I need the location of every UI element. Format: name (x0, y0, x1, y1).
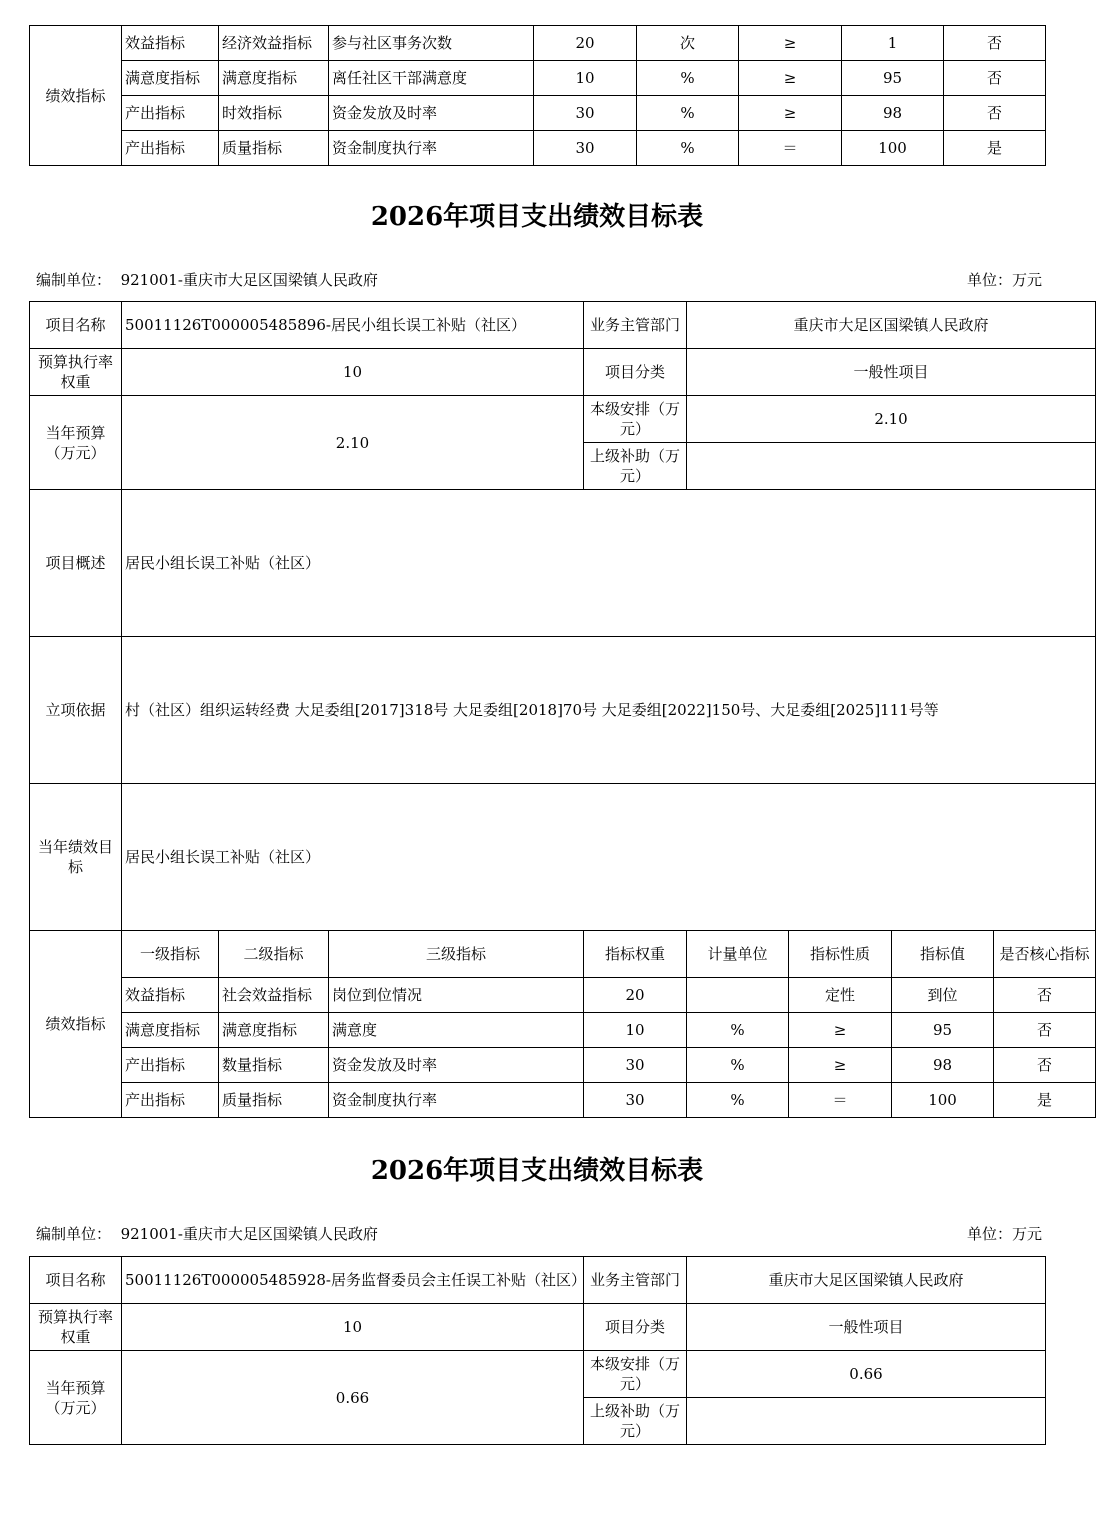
header-cell: 三级指标 (329, 931, 584, 978)
dept-value: 重庆市大足区国梁镇人民政府 (687, 1257, 1046, 1304)
cell: ≥ (789, 1048, 892, 1083)
cell: % (687, 1013, 789, 1048)
cell: 资金发放及时率 (329, 96, 534, 131)
cell: 资金发放及时率 (329, 1048, 584, 1083)
cell: 满意度指标 (122, 61, 219, 96)
cell: 满意度指标 (219, 61, 329, 96)
cell: 时效指标 (219, 96, 329, 131)
cell: 100 (892, 1083, 994, 1118)
category-label: 项目分类 (584, 1304, 687, 1351)
perf-section-label: 绩效指标 (30, 26, 122, 166)
weight-value: 10 (122, 349, 584, 396)
form1-unit-label: 编制单位： (36, 271, 112, 289)
cell: 是 (994, 1083, 1096, 1118)
cell: 否 (994, 1013, 1096, 1048)
cell: 效益指标 (122, 26, 219, 61)
cell: 离任社区干部满意度 (329, 61, 534, 96)
form2-table (29, 1256, 1046, 1445)
category-label: 项目分类 (584, 349, 687, 396)
cell: 95 (842, 61, 944, 96)
cell: 经济效益指标 (219, 26, 329, 61)
cell: 否 (944, 96, 1046, 131)
local-value: 0.66 (687, 1351, 1046, 1398)
cell: 产出指标 (122, 131, 219, 166)
form1-unit-value: 921001-重庆市大足区国梁镇人民政府 (120, 271, 378, 289)
upper-label: 上级补助（万元） (584, 443, 687, 490)
weight-label: 预算执行率权重 (30, 1304, 122, 1351)
cell: ＝ (739, 131, 842, 166)
cell: 质量指标 (219, 1083, 329, 1118)
form1-unit (36, 269, 378, 290)
cell: 否 (944, 26, 1046, 61)
cell: 98 (842, 96, 944, 131)
cell: 社会效益指标 (219, 978, 329, 1013)
cell: % (637, 131, 739, 166)
budget-label: 当年预算（万元） (30, 396, 122, 490)
basis-value: 村（社区）组织运转经费 大足委组[2017]318号 大足委组[2018]70号 大足委组[2022]150号、大足委组[2025]111号等 (122, 637, 1096, 784)
local-label: 本级安排（万元） (584, 396, 687, 443)
form2-title: 2026年项目支出绩效目标表 (370, 1156, 704, 1186)
cell: 1 (842, 26, 944, 61)
cell: 产出指标 (122, 1083, 219, 1118)
form2-unit (36, 1223, 378, 1244)
cell: 30 (534, 131, 637, 166)
cell: 到位 (892, 978, 994, 1013)
cell: 否 (994, 978, 1096, 1013)
dept-label: 业务主管部门 (584, 302, 687, 349)
upper-label: 上级补助（万元） (584, 1398, 687, 1445)
cell: 岗位到位情况 (329, 978, 584, 1013)
cell: ≥ (739, 26, 842, 61)
cell: 满意度指标 (122, 1013, 219, 1048)
project-name-value: 50011126T000005485928-居务监督委员会主任误工补贴（社区） (122, 1257, 584, 1304)
overview-value: 居民小组长误工补贴（社区） (122, 490, 1096, 637)
cell: % (637, 61, 739, 96)
cell: 30 (534, 96, 637, 131)
project-name-label: 项目名称 (30, 1257, 122, 1304)
form2-currency: 单位：万元 (966, 1225, 1042, 1243)
cell: ≥ (739, 96, 842, 131)
header-cell: 一级指标 (122, 931, 219, 978)
cell: 产出指标 (122, 96, 219, 131)
project-name-value: 50011126T000005485896-居民小组长误工补贴（社区） (122, 302, 584, 349)
cell: 95 (892, 1013, 994, 1048)
cell: 效益指标 (122, 978, 219, 1013)
form1-table (29, 301, 1096, 1118)
cell: 否 (994, 1048, 1096, 1083)
cell: 10 (534, 61, 637, 96)
cell: % (687, 1083, 789, 1118)
local-value: 2.10 (687, 396, 1096, 443)
weight-value: 10 (122, 1304, 584, 1351)
cell: % (637, 96, 739, 131)
cell: 是 (944, 131, 1046, 166)
budget-value: 2.10 (122, 396, 584, 490)
cell: ≥ (739, 61, 842, 96)
cell: 质量指标 (219, 131, 329, 166)
form2-unit-label: 编制单位： (36, 1225, 112, 1243)
cell: 20 (584, 978, 687, 1013)
form1-title: 2026年项目支出绩效目标表 (370, 202, 704, 232)
overview-label: 项目概述 (30, 490, 122, 637)
cell (687, 978, 789, 1013)
cell: 100 (842, 131, 944, 166)
header-cell: 指标值 (892, 931, 994, 978)
upper-value (687, 1398, 1046, 1445)
cell: 产出指标 (122, 1048, 219, 1083)
cell: 10 (584, 1013, 687, 1048)
header-cell: 指标性质 (789, 931, 892, 978)
top-fragment-table (29, 25, 1046, 166)
cell: 30 (584, 1083, 687, 1118)
form2-unit-value: 921001-重庆市大足区国梁镇人民政府 (120, 1225, 378, 1243)
cell: ＝ (789, 1083, 892, 1118)
cell: 定性 (789, 978, 892, 1013)
upper-value (687, 443, 1096, 490)
header-cell: 是否核心指标 (994, 931, 1096, 978)
cell: 数量指标 (219, 1048, 329, 1083)
cell: 满意度 (329, 1013, 584, 1048)
cell: 满意度指标 (219, 1013, 329, 1048)
cell: ≥ (789, 1013, 892, 1048)
weight-label: 预算执行率权重 (30, 349, 122, 396)
dept-label: 业务主管部门 (584, 1257, 687, 1304)
form1-currency: 单位：万元 (966, 271, 1042, 289)
header-cell: 二级指标 (219, 931, 329, 978)
header-cell: 指标权重 (584, 931, 687, 978)
budget-label: 当年预算（万元） (30, 1351, 122, 1445)
dept-value: 重庆市大足区国梁镇人民政府 (687, 302, 1096, 349)
project-name-label: 项目名称 (30, 302, 122, 349)
local-label: 本级安排（万元） (584, 1351, 687, 1398)
perf-label: 绩效指标 (30, 931, 122, 1118)
goal-label: 当年绩效目标 (30, 784, 122, 931)
cell: 资金制度执行率 (329, 131, 534, 166)
category-value: 一般性项目 (687, 1304, 1046, 1351)
budget-value: 0.66 (122, 1351, 584, 1445)
category-value: 一般性项目 (687, 349, 1096, 396)
cell: 98 (892, 1048, 994, 1083)
cell: % (687, 1048, 789, 1083)
cell: 资金制度执行率 (329, 1083, 584, 1118)
cell: 30 (584, 1048, 687, 1083)
cell: 20 (534, 26, 637, 61)
cell: 否 (944, 61, 1046, 96)
header-cell: 计量单位 (687, 931, 789, 978)
basis-label: 立项依据 (30, 637, 122, 784)
cell: 参与社区事务次数 (329, 26, 534, 61)
cell: 次 (637, 26, 739, 61)
goal-value: 居民小组长误工补贴（社区） (122, 784, 1096, 931)
